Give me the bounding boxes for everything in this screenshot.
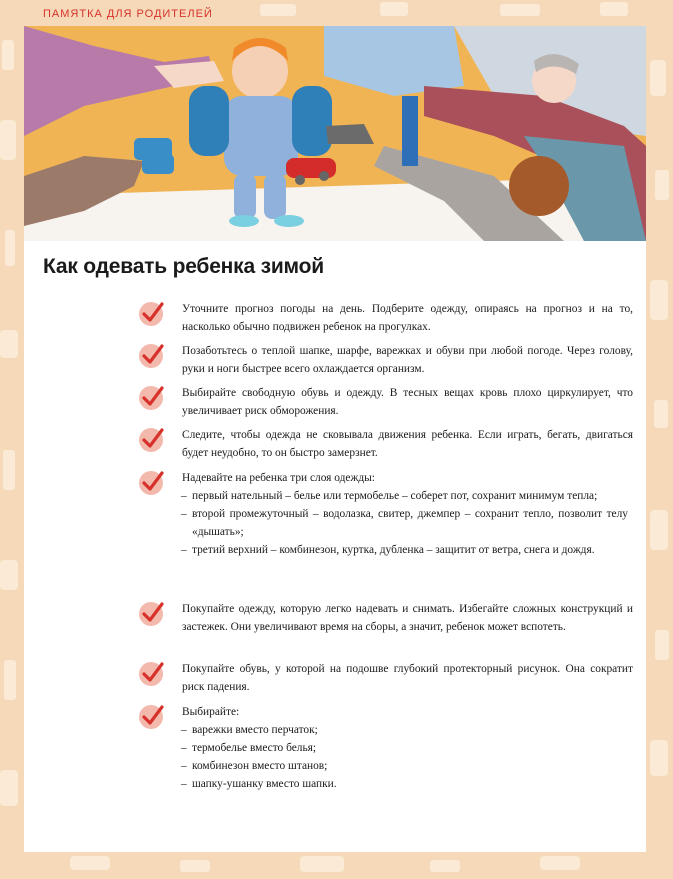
list-item: [138, 469, 633, 487]
list-item: [138, 660, 633, 696]
list-item-text: Уточните прогноз погоды на день. Подберите одежду, опираясь на прогноз и на то, насколько обычно подвижен ребенок на прогулках.: [182, 303, 633, 333]
checkmark-icon: [138, 426, 166, 454]
checkmark-icon: [138, 300, 166, 328]
list-item-text: Покупайте одежду, которую легко надевать и снимать. Избегайте сложных конструкций и застежек. Они увеличивают время на сборы, а значит, ребенок может вспотеть.: [182, 603, 633, 633]
list-item: [138, 703, 633, 721]
sublist: [182, 487, 628, 559]
list-item: [138, 300, 633, 336]
sublist-item: – шапку-ушанку вместо шапки.: [181, 778, 337, 790]
checkmark-icon: [138, 600, 166, 628]
sublist-item: – термобелье вместо белья;: [181, 742, 317, 754]
sublist-item: – второй промежуточный – водолазка, свитер, джемпер – сохранит тепло, позволит телу «дышать»;: [181, 508, 628, 538]
page-title: Как одевать ребенка зимой: [43, 255, 324, 278]
checkmark-icon: [138, 703, 166, 731]
sublist-item: – варежки вместо перчаток;: [181, 724, 318, 736]
checkmark-icon: [138, 342, 166, 370]
sublist-item: – первый нательный – белье или термобелье – соберет пот, сохранит минимум тепла;: [181, 490, 598, 502]
sublist: [182, 721, 628, 793]
list-item-text: Покупайте обувь, у которой на подошве глубокий протекторный рисунок. Она сократит риск падения.: [182, 663, 633, 693]
list-item: [138, 426, 633, 462]
list-item: [138, 384, 633, 420]
list-item: [138, 600, 633, 636]
hero-illustration: [24, 26, 646, 241]
list-item-text: Выбирайте:: [182, 706, 240, 718]
list-item-text: Надевайте на ребенка три слоя одежды:: [182, 472, 375, 484]
page: [24, 26, 646, 852]
checkmark-icon: [138, 384, 166, 412]
list-item-text: Позаботьтесь о теплой шапке, шарфе, варежках и обуви при любой погоде. Через голову, руки и ноги быстрее всего охлаждается организм.: [182, 345, 633, 375]
sublist-item: – третий верхний – комбинезон, куртка, дубленка – защитит от ветра, снега и дождя.: [181, 544, 595, 556]
list-item: [138, 342, 633, 378]
header-label: ПАМЯТКА ДЛЯ РОДИТЕЛЕЙ: [43, 8, 213, 20]
list-item-text: Следите, чтобы одежда не сковывала движения ребенка. Если играть, бегать, двигаться будет неудобно, то он быстро замерзнет.: [182, 429, 633, 459]
sublist-item: – комбинезон вместо штанов;: [181, 760, 328, 772]
checkmark-icon: [138, 660, 166, 688]
list-item-text: Выбирайте свободную обувь и одежду. В тесных вещах кровь плохо циркулирует, что увеличивает риск обморожения.: [182, 387, 633, 417]
checkmark-icon: [138, 469, 166, 497]
